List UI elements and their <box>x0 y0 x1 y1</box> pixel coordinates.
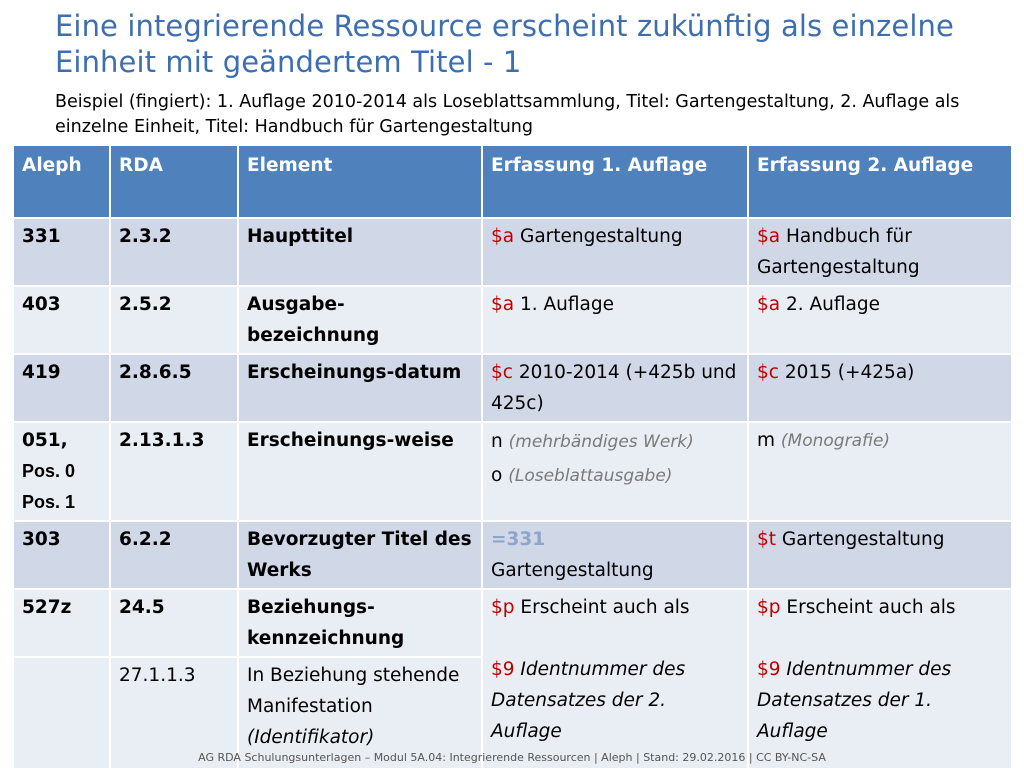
element-cell: Erscheinungs-weise <box>238 422 482 521</box>
aleph-position: Pos. 0 <box>22 461 76 481</box>
code-note: (mehrbändiges Werk) <box>508 432 694 452</box>
element-cell: Erscheinungs-datum <box>238 354 482 422</box>
table-row <box>13 589 1012 657</box>
field-reference: =331 <box>491 529 546 550</box>
aleph-cell: 303 <box>13 521 110 589</box>
code-value: o <box>491 465 503 486</box>
rda-cell: 2.3.2 <box>110 218 238 286</box>
table-row <box>13 354 1012 422</box>
element-cell: Bevorzugter Titel des Werks <box>238 521 482 589</box>
slide-footer: AG RDA Schulungsunterlagen – Modul 5A.04: Integrierende Ressourcen | Aleph | Stand: 29.02.2016 | CC BY-NC-SA <box>198 751 826 764</box>
subfield-code: $c <box>491 362 513 383</box>
cataloging-table <box>12 144 1013 768</box>
aleph-cell: 403 <box>13 286 110 354</box>
subfield-value: 2015 (+425a) <box>778 362 915 383</box>
subfield-code: $9 <box>491 659 515 680</box>
subfield-value: 1. Auflage <box>514 294 615 315</box>
subfield-code: $9 <box>757 659 781 680</box>
subfield-code: $p <box>491 597 515 618</box>
code-value: n <box>491 431 503 452</box>
table-row <box>13 422 1012 521</box>
column-header-element: Element <box>238 145 482 218</box>
subfield-value: Erscheint auch als <box>780 597 956 618</box>
aleph-cell: 527z <box>13 589 110 657</box>
table-row <box>13 521 1012 589</box>
rda-cell: 27.1.1.3 <box>110 657 238 768</box>
rda-cell: 2.13.1.3 <box>110 422 238 521</box>
page-title: Eine integrierende Ressource erscheint zukünftig als einzelne Einheit mit geändertem Titel - 1 <box>55 9 954 79</box>
subfield-value: 2. Auflage <box>780 294 881 315</box>
edition-2-cell <box>748 422 1012 521</box>
aleph-cell <box>13 422 110 521</box>
edition-2-cell <box>748 286 1012 354</box>
edition-1-cell <box>482 218 748 286</box>
column-header-edition-2: Erfassung 2. Auflage <box>748 145 1012 218</box>
element-text: (Identifikator) <box>247 727 375 748</box>
column-header-aleph: Aleph <box>13 145 110 218</box>
aleph-cell: 419 <box>13 354 110 422</box>
subfield-code: $a <box>491 294 515 315</box>
edition-2-cell <box>748 218 1012 286</box>
code-note: (Loseblattausgabe) <box>508 466 673 486</box>
subfield-code: $t <box>757 529 777 550</box>
rda-cell: 2.8.6.5 <box>110 354 238 422</box>
aleph-cell: 331 <box>13 218 110 286</box>
element-cell: Ausgabe-bezeichnung <box>238 286 482 354</box>
example-description: Beispiel (fingiert): 1. Auflage 2010-2014 als Loseblattsammlung, Titel: Gartengestaltung, 2. Auflage als einzelne Einheit, Titel: Handbuch für Gartengestaltung <box>55 92 960 137</box>
element-cell: Haupttitel <box>238 218 482 286</box>
table-row <box>13 218 1012 286</box>
column-header-rda: RDA <box>110 145 238 218</box>
subfield-value: Erscheint auch als <box>514 597 690 618</box>
edition-1-cell <box>482 422 748 521</box>
aleph-code: 051, <box>22 430 68 451</box>
table-row <box>13 286 1012 354</box>
edition-1-cell <box>482 354 748 422</box>
element-cell: Beziehungs-kennzeichnung <box>238 589 482 657</box>
subfield-code: $p <box>757 597 781 618</box>
subfield-code: $a <box>491 226 515 247</box>
edition-2-cell <box>748 589 1012 768</box>
subfield-value: Gartengestaltung <box>514 226 683 247</box>
column-header-edition-1: Erfassung 1. Auflage <box>482 145 748 218</box>
edition-2-cell <box>748 354 1012 422</box>
table-header-row <box>13 145 1012 218</box>
code-note: (Monografie) <box>780 431 891 451</box>
subfield-code: $a <box>757 226 781 247</box>
edition-2-cell <box>748 521 1012 589</box>
code-value: m <box>757 430 776 451</box>
edition-1-cell <box>482 589 748 768</box>
rda-cell: 2.5.2 <box>110 286 238 354</box>
subfield-value: Gartengestaltung <box>776 529 945 550</box>
aleph-position: Pos. 1 <box>22 492 76 512</box>
rda-cell: 6.2.2 <box>110 521 238 589</box>
subfield-value: 2010-2014 (+425b und 425c) <box>491 362 737 414</box>
subfield-value: Gartengestaltung <box>491 560 654 581</box>
subfield-value: Identnummer des Datensatzes der 1. Auflage <box>757 659 952 742</box>
rda-cell: 24.5 <box>110 589 238 657</box>
subfield-code: $c <box>757 362 779 383</box>
subfield-value: Handbuch für Gartengestaltung <box>757 226 920 278</box>
edition-1-cell <box>482 521 748 589</box>
subfield-value: Identnummer des Datensatzes der 2. Auflage <box>491 659 686 742</box>
edition-1-cell <box>482 286 748 354</box>
element-text: In Beziehung stehende Manifestation <box>247 665 460 717</box>
subfield-code: $a <box>757 294 781 315</box>
